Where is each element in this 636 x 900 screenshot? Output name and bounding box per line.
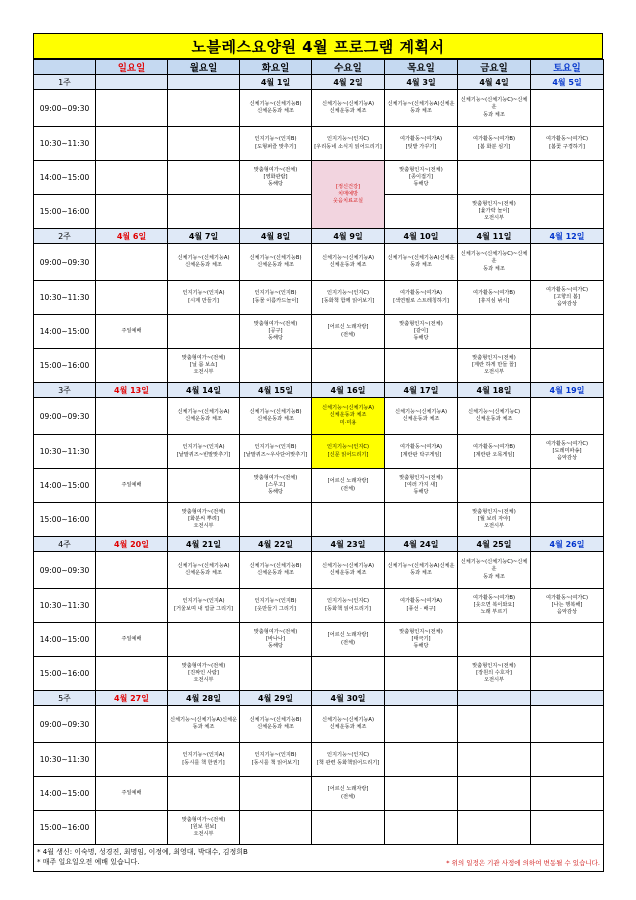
time-label: 10:30~11:30 xyxy=(34,281,96,315)
program-cell: 신체기능~(신체기능A) 신체운동과 체조 xyxy=(385,398,458,435)
time-slot-row xyxy=(34,161,604,195)
program-cell xyxy=(531,90,604,127)
program-cell xyxy=(531,623,604,657)
date-cell xyxy=(385,691,458,706)
time-slot-row xyxy=(34,435,604,469)
program-cell: 맞춤형인지~(전체) [윷가락 놀이] 오전시부 xyxy=(458,195,531,229)
time-label: 09:00~09:30 xyxy=(34,244,96,281)
program-cell xyxy=(531,195,604,229)
program-cell: 인지기능~(인지A) [동시를 책 한권기] xyxy=(168,743,240,777)
program-cell xyxy=(531,315,604,349)
week-date-row xyxy=(34,691,604,706)
notes-row xyxy=(34,845,604,872)
program-cell xyxy=(168,195,240,229)
date-cell: 4월 17일 xyxy=(385,383,458,398)
time-label: 14:00~15:00 xyxy=(34,315,96,349)
program-cell xyxy=(96,503,168,537)
program-cell: 인지기능~(인지A) [낱말퀴즈~빈말맞추기] xyxy=(168,435,240,469)
date-cell: 4월 16일 xyxy=(312,383,385,398)
time-slot-row xyxy=(34,623,604,657)
program-cell: 여가활동~(여가B) [계란판 오목게임] xyxy=(458,435,531,469)
program-cell: 여가활동~(여가A) [색연필로 스트레칭하기] xyxy=(385,281,458,315)
date-cell xyxy=(458,691,531,706)
program-cell: 신체기능~(신체기능B) 신체운동과 체조 xyxy=(240,706,312,743)
program-cell: 신체기능~(신체기능C)~신체운 동과 체조 xyxy=(458,244,531,281)
program-cell: 맞춤형인지~(전체) [장원의 수호자] 오전시부 xyxy=(458,657,531,691)
time-slot-row xyxy=(34,706,604,743)
date-cell: 4월 25일 xyxy=(458,537,531,552)
schedule-change-note: * 위의 일정은 기관 사정에 의하여 변동될 수 있습니다. xyxy=(446,858,600,867)
program-cell xyxy=(240,349,312,383)
time-slot-row xyxy=(34,90,604,127)
program-cell: 인지기능~(인지B) [도형퍼즐 맞추기] xyxy=(240,127,312,161)
program-cell: 신체기능~(신체기능A) 신체운동과 체조 xyxy=(312,706,385,743)
program-cell: 맞춤형인지~(전체) [여러 가지 새] 동해당 xyxy=(385,469,458,503)
week-label: 1주 xyxy=(34,75,96,90)
program-cell xyxy=(240,777,312,811)
date-cell: 4월 3일 xyxy=(385,75,458,90)
date-cell xyxy=(96,75,168,90)
program-cell: 인지기능~(인지C) [동화책 읽어드리기] xyxy=(312,589,385,623)
program-cell xyxy=(458,315,531,349)
time-label: 14:00~15:00 xyxy=(34,623,96,657)
week-date-row xyxy=(34,383,604,398)
program-cell xyxy=(96,435,168,469)
date-cell xyxy=(531,691,604,706)
time-label: 09:00~09:30 xyxy=(34,398,96,435)
program-cell xyxy=(168,623,240,657)
program-cell xyxy=(240,195,312,229)
program-cell xyxy=(240,811,312,845)
program-cell xyxy=(96,743,168,777)
time-label: 09:00~09:30 xyxy=(34,706,96,743)
program-cell xyxy=(96,552,168,589)
program-cell: [어르신 노래자랑] (전체) xyxy=(312,469,385,503)
schedule-table xyxy=(33,59,604,872)
program-cell xyxy=(531,811,604,845)
program-cell xyxy=(96,706,168,743)
program-cell xyxy=(168,777,240,811)
program-cell xyxy=(96,244,168,281)
time-label: 09:00~09:30 xyxy=(34,90,96,127)
date-cell: 4월 11일 xyxy=(458,229,531,244)
time-label: 09:00~09:30 xyxy=(34,552,96,589)
program-cell: 인지기능~(인지B) [동시를 책 읽어보기] xyxy=(240,743,312,777)
program-cell: 인지기능~(인지C) [우리동네 소식지 읽어드리기] xyxy=(312,127,385,161)
time-label: 10:30~11:30 xyxy=(34,127,96,161)
program-cell: 인지기능~(인지B) [낱말퀴즈~우사단어맞추기] xyxy=(240,435,312,469)
date-cell: 4월 10일 xyxy=(385,229,458,244)
date-cell: 4월 27일 xyxy=(96,691,168,706)
week-label: 2주 xyxy=(34,229,96,244)
time-slot-row xyxy=(34,469,604,503)
program-cell xyxy=(385,349,458,383)
date-cell: 4월 18일 xyxy=(458,383,531,398)
program-cell: 여가활동~(여가B) [웃으면 복이와요] 노래 부르기 xyxy=(458,589,531,623)
program-cell xyxy=(168,127,240,161)
program-cell: 신체기능~(신체기능C)~신체운 동과 체조 xyxy=(458,90,531,127)
time-slot-row xyxy=(34,244,604,281)
program-cell xyxy=(385,657,458,691)
time-slot-row xyxy=(34,127,604,161)
page-title: 노블레스요양원 4월 프로그램 계획서 xyxy=(33,33,603,59)
program-cell: 맞춤형인지~(전체) [태극기] 동해당 xyxy=(385,623,458,657)
program-cell: 여가활동~(여가C) [나는 행복해] 음악감상 xyxy=(531,589,604,623)
program-cell xyxy=(531,777,604,811)
program-cell xyxy=(312,811,385,845)
program-cell: 신체기능~(신체기능B) 신체운동과 체조 xyxy=(240,90,312,127)
program-cell: 여가활동~(여가A) [텃밭 가꾸기] xyxy=(385,127,458,161)
header-day: 목요일 xyxy=(385,60,458,75)
program-cell: 인지기능~(인지A) [시계 만들기] xyxy=(168,281,240,315)
date-cell: 4월 21일 xyxy=(168,537,240,552)
program-cell xyxy=(168,315,240,349)
time-slot-row xyxy=(34,315,604,349)
week-label: 3주 xyxy=(34,383,96,398)
date-cell: 4월 20일 xyxy=(96,537,168,552)
program-cell xyxy=(385,743,458,777)
date-cell: 4월 2일 xyxy=(312,75,385,90)
program-cell: 여가활동~(여가C) [봄꽃 구경하기] xyxy=(531,127,604,161)
program-cell xyxy=(531,349,604,383)
time-label: 15:00~16:00 xyxy=(34,195,96,229)
program-cell xyxy=(96,127,168,161)
program-cell: 여가활동~(여가B) [휴지심 낚시] xyxy=(458,281,531,315)
program-cell: 인지기능~(인지A) [거울보며 내 얼굴 그리기] xyxy=(168,589,240,623)
program-cell xyxy=(531,743,604,777)
program-cell: 맞춤형여가~(전체) [화분씨 뿌려] 오전시부 xyxy=(168,503,240,537)
program-cell: 신체기능~(신체기능A) 신체운동과 체조 xyxy=(168,244,240,281)
program-cell: 인지기능~(인지B) [옷만들기 그리기] xyxy=(240,589,312,623)
program-cell xyxy=(531,469,604,503)
program-cell: 맞춤형인지~(전체) [월 보리 자야] 오전시부 xyxy=(458,503,531,537)
date-cell: 4월 4일 xyxy=(458,75,531,90)
program-cell xyxy=(385,195,458,229)
program-cell: 신체기능~(신체기능A)신체운 동과 체조 xyxy=(385,552,458,589)
time-slot-row xyxy=(34,503,604,537)
program-cell: 신체기능~(신체기능A) 신체운동과 체조 미·미용 xyxy=(312,398,385,435)
date-cell: 4월 5일 xyxy=(531,75,604,90)
date-cell: 4월 29일 xyxy=(240,691,312,706)
week-label: 4주 xyxy=(34,537,96,552)
notes-cell xyxy=(34,845,604,872)
program-cell xyxy=(96,281,168,315)
program-cell: 맞춤형여가~(전체) [닐 몸 보쇼] 오전시부 xyxy=(168,349,240,383)
date-cell: 4월 23일 xyxy=(312,537,385,552)
program-cell: 신체기능~(신체기능C)~신체운 동과 체조 xyxy=(458,552,531,589)
date-cell: 4월 24일 xyxy=(385,537,458,552)
program-cell xyxy=(531,161,604,195)
time-label: 10:30~11:30 xyxy=(34,743,96,777)
date-cell: 4월 30일 xyxy=(312,691,385,706)
program-cell: 신체기능~(신체기능C) 신체운동과 체조 xyxy=(458,398,531,435)
header-day: 토요일 xyxy=(531,60,604,75)
program-cell xyxy=(531,503,604,537)
program-cell: 맞춤형인지~(전체) [같이] 동해당 xyxy=(385,315,458,349)
birthday-note: * 4월 생신: 이숙명, 성경진, 최명임, 이정예, 최영대, 박대수, 김정희B xyxy=(37,848,248,856)
program-cell: [어르신 노래자랑] (전체) xyxy=(312,315,385,349)
time-slot-row xyxy=(34,552,604,589)
program-cell: 인지기능~(인지C) [책 관련 동화책읽어드리기] xyxy=(312,743,385,777)
program-cell xyxy=(168,90,240,127)
program-cell: 신체기능~(신체기능A)신체운 동과 체조 xyxy=(385,90,458,127)
program-cell: 맞춤형여가~(전체) [영화관람] 동해당 xyxy=(240,161,312,195)
program-cell: 여가활동~(여가C) [고향의 봄] 음악감상 xyxy=(531,281,604,315)
program-cell: 맞춤형여가~(전체) [진짜인 사람] 오전시부 xyxy=(168,657,240,691)
special-event-cell: [정신건강] 치매예방 웃음치료교실 xyxy=(312,161,385,229)
program-cell xyxy=(531,244,604,281)
date-cell: 4월 14일 xyxy=(168,383,240,398)
program-cell xyxy=(385,777,458,811)
time-label: 15:00~16:00 xyxy=(34,811,96,845)
program-cell: 주일예배 xyxy=(96,315,168,349)
program-cell xyxy=(531,706,604,743)
program-cell: 맞춤형인지~(전체) [계란 하게 만들 꼴] 오전시부 xyxy=(458,349,531,383)
date-cell: 4월 26일 xyxy=(531,537,604,552)
program-cell xyxy=(168,161,240,195)
time-slot-row xyxy=(34,589,604,623)
program-cell xyxy=(458,706,531,743)
date-cell xyxy=(168,75,240,90)
program-cell: 주일예배 xyxy=(96,777,168,811)
program-cell xyxy=(385,503,458,537)
program-cell xyxy=(312,657,385,691)
time-slot-row xyxy=(34,811,604,845)
program-cell xyxy=(385,706,458,743)
program-cell: 맞춤형인지~(전체) [종이접기] 동해당 xyxy=(385,161,458,195)
program-cell xyxy=(458,469,531,503)
program-cell: 인지기능~(인지B) [동물 이름카드놀이] xyxy=(240,281,312,315)
program-cell xyxy=(312,503,385,537)
week-label: 5주 xyxy=(34,691,96,706)
worship-note: * 매주 일요일오전 예배 있습니다. xyxy=(37,857,140,866)
program-cell xyxy=(458,777,531,811)
time-label: 14:00~15:00 xyxy=(34,777,96,811)
program-cell: 신체기능~(신체기능B) 신체운동과 체조 xyxy=(240,552,312,589)
header-day: 일요일 xyxy=(96,60,168,75)
program-cell: 신체기능~(신체기능A)신체운 동과 체조 xyxy=(168,706,240,743)
program-cell xyxy=(168,469,240,503)
program-cell: [어르신 노래자랑] (전체) xyxy=(312,777,385,811)
time-label: 15:00~16:00 xyxy=(34,657,96,691)
program-cell xyxy=(458,623,531,657)
date-cell: 4월 7일 xyxy=(168,229,240,244)
time-slot-row xyxy=(34,398,604,435)
time-label: 14:00~15:00 xyxy=(34,469,96,503)
header-day: 수요일 xyxy=(312,60,385,75)
program-cell xyxy=(96,195,168,229)
program-cell xyxy=(240,503,312,537)
program-cell xyxy=(96,589,168,623)
time-slot-row xyxy=(34,743,604,777)
program-cell: [어르신 노래자랑] (전체) xyxy=(312,623,385,657)
program-cell: 맞춤형여가~(전체) [스무고] 동해당 xyxy=(240,469,312,503)
program-cell: 신체기능~(신체기능B) 신체운동과 체조 xyxy=(240,398,312,435)
header-week xyxy=(34,60,96,75)
program-cell: 신체기능~(신체기능A) 신체운동과 체조 xyxy=(168,398,240,435)
time-slot-row xyxy=(34,349,604,383)
time-label: 15:00~16:00 xyxy=(34,349,96,383)
program-cell: 여가활동~(여가A) [계란판 탁구게임] xyxy=(385,435,458,469)
program-cell xyxy=(96,349,168,383)
date-cell: 4월 9일 xyxy=(312,229,385,244)
program-cell xyxy=(312,349,385,383)
time-label: 10:30~11:30 xyxy=(34,589,96,623)
date-cell: 4월 22일 xyxy=(240,537,312,552)
program-cell: 신체기능~(신체기능A)신체운 동과 체조 xyxy=(385,244,458,281)
program-cell xyxy=(531,657,604,691)
program-cell: 신체기능~(신체기능A) 신체운동과 체조 xyxy=(312,552,385,589)
date-cell: 4월 6일 xyxy=(96,229,168,244)
program-cell xyxy=(531,552,604,589)
date-cell: 4월 1일 xyxy=(240,75,312,90)
program-cell: 인지기능~(인지C) [신문 읽어드리기] xyxy=(312,435,385,469)
time-label: 15:00~16:00 xyxy=(34,503,96,537)
program-cell xyxy=(531,398,604,435)
program-cell: 신체기능~(신체기능B) 신체운동과 체조 xyxy=(240,244,312,281)
program-cell: 주일예배 xyxy=(96,469,168,503)
header-day: 월요일 xyxy=(168,60,240,75)
week-date-row xyxy=(34,537,604,552)
time-label: 10:30~11:30 xyxy=(34,435,96,469)
date-cell: 4월 19일 xyxy=(531,383,604,398)
program-cell xyxy=(96,161,168,195)
program-cell: 여가활동~(여가B) [봄 화분 심기] xyxy=(458,127,531,161)
program-cell xyxy=(96,90,168,127)
program-cell xyxy=(458,811,531,845)
date-cell: 4월 8일 xyxy=(240,229,312,244)
program-cell xyxy=(96,657,168,691)
program-cell xyxy=(458,161,531,195)
program-cell xyxy=(240,657,312,691)
program-cell: 신체기능~(신체기능A) 신체운동과 체조 xyxy=(312,90,385,127)
program-cell xyxy=(96,811,168,845)
date-cell: 4월 13일 xyxy=(96,383,168,398)
header-day: 금요일 xyxy=(458,60,531,75)
program-cell: 신체기능~(신체기능A) 신체운동과 체조 xyxy=(312,244,385,281)
program-cell xyxy=(458,743,531,777)
program-cell: 인지기능~(인지C) [동화책 함께 읽어보기] xyxy=(312,281,385,315)
date-cell: 4월 15일 xyxy=(240,383,312,398)
schedule-sheet xyxy=(33,33,603,872)
time-slot-row xyxy=(34,657,604,691)
program-cell: 여가활동~(여가A) [풍선 · 배구] xyxy=(385,589,458,623)
header-day: 화요일 xyxy=(240,60,312,75)
program-cell: 주일예배 xyxy=(96,623,168,657)
program-cell: 맞춤형여가~(전체) [바나나] 동해당 xyxy=(240,623,312,657)
time-label: 14:00~15:00 xyxy=(34,161,96,195)
week-date-row xyxy=(34,75,604,90)
program-cell xyxy=(96,398,168,435)
program-cell: 맞춤형여가~(전체) [원보 원보] 오전시부 xyxy=(168,811,240,845)
week-date-row xyxy=(34,229,604,244)
date-cell: 4월 12일 xyxy=(531,229,604,244)
time-slot-row xyxy=(34,281,604,315)
header-row xyxy=(34,60,604,75)
program-cell: 맞춤형여가~(전체) [공구] 동해당 xyxy=(240,315,312,349)
program-cell: 신체기능~(신체기능A) 신체운동과 체조 xyxy=(168,552,240,589)
program-cell: 여가활동~(여가C) [도레미파송] 음악감상 xyxy=(531,435,604,469)
date-cell: 4월 28일 xyxy=(168,691,240,706)
program-cell xyxy=(385,811,458,845)
time-slot-row xyxy=(34,777,604,811)
